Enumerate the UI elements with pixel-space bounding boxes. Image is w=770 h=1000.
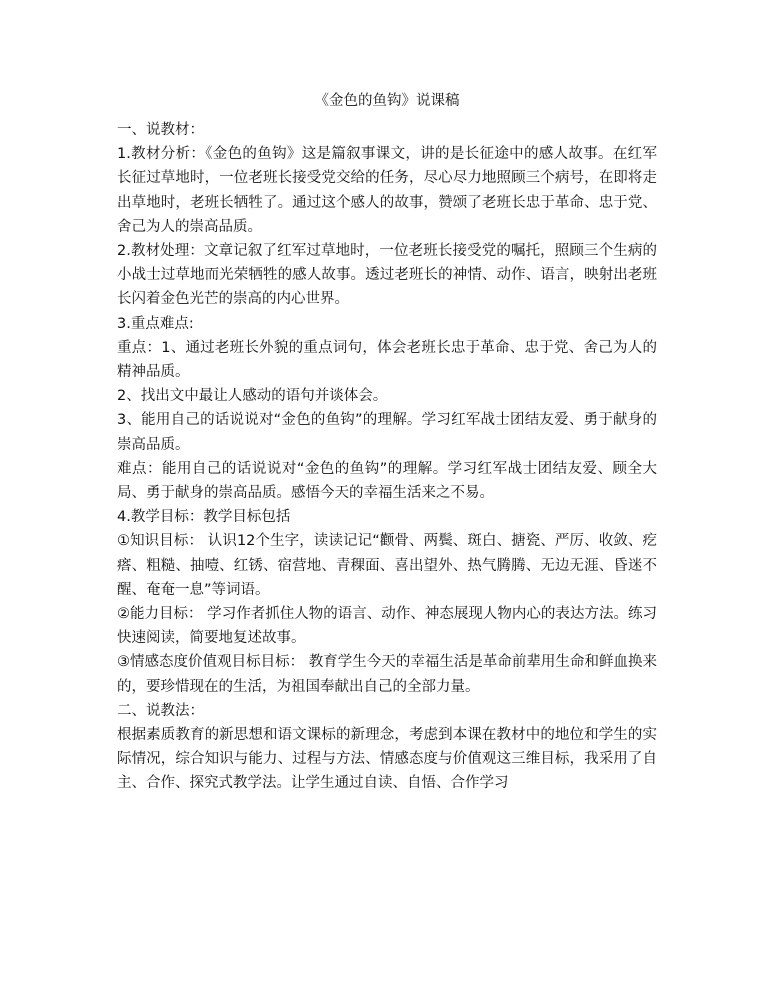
document-title: 《金色的鱼钩》说课稿: [314, 93, 460, 109]
paragraph-teaching-method: 根据素质教育的新思想和语文课标的新理念，考虑到本课在教材中的地位和学生的实际情况，综合知识与能力、过程与方法、情感态度与价值观这三维目标，我采用了自主、合作、探究式教学法。让学生通过自读、自悟、合作学习: [117, 727, 657, 792]
heading-teaching-goals: 4.教学目标：教学目标包括: [117, 509, 291, 526]
paragraph-key-point-3: 3、能用自己的话说说对“金色的鱼钩”的理解。学习红军战士团结友爱、勇于献身的崇高品质。: [117, 412, 657, 453]
section-heading-teaching-method: 二、说教法：: [117, 702, 204, 719]
paragraph-ability-goal: ②能力目标： 学习作者抓住人物的语言、动作、神态展现人物内心的表达方法。练习快速阅读，简要地复述故事。: [117, 606, 657, 647]
paragraph-knowledge-goal: ①知识目标： 认识12个生字，读读记记“颧骨、两鬓、斑白、搪瓷、严厉、收敛、疙瘩、粗糙、抽噎、红锈、宿营地、青稞面、喜出望外、热气腾腾、无边无涯、昏迷不醒、奄奄一息”等词语。: [117, 533, 657, 598]
section-heading-teaching-material: 一、说教材：: [117, 122, 204, 138]
heading-key-difficult-points: 3.重点难点:: [117, 315, 194, 332]
paragraph-key-point-2: 2、找出文中最让人感动的语句并谈体会。: [117, 388, 388, 405]
paragraph-material-handling: 2.教材处理：文章记叙了红军过草地时，一位老班长接受党的嘱托，照顾三个生病的小战士过草地而光荣牺牲的感人故事。透过老班长的神情、动作、语言，映射出老班长闪着金色光芒的崇高的内心世界。: [117, 243, 657, 308]
paragraph-difficult-point: 难点：能用自己的话说说对“金色的鱼钩”的理解。学习红军战士团结友爱、顾全大局、勇于献身的崇高品质。感悟今天的幸福生活来之不易。: [117, 460, 657, 502]
paragraph-key-point-1: 重点：1、通过老班长外貌的重点词句，体会老班长忠于革命、忠于党、舍己为人的精神品质。: [117, 339, 657, 381]
paragraph-material-analysis: 1.教材分析：《金色的鱼钩》这是篇叙事课文，讲的是长征途中的感人故事。在红军长征过草地时，一位老班长接受党交给的任务，尽心尽力地照顾三个病号，在即将走出草地时，老班长牺牲了。通过这个感人的故事，赞颂了老班长忠于革命、忠于党、舍己为人的崇高品质。: [117, 146, 657, 235]
document-body: [117, 92, 657, 796]
paragraph-emotion-goal: ③情感态度价值观目标目标： 教育学生今天的幸福生活是革命前辈用生命和鲜血换来的，要珍惜现在的生活，为祖国奉献出自己的全部力量。: [117, 654, 657, 695]
